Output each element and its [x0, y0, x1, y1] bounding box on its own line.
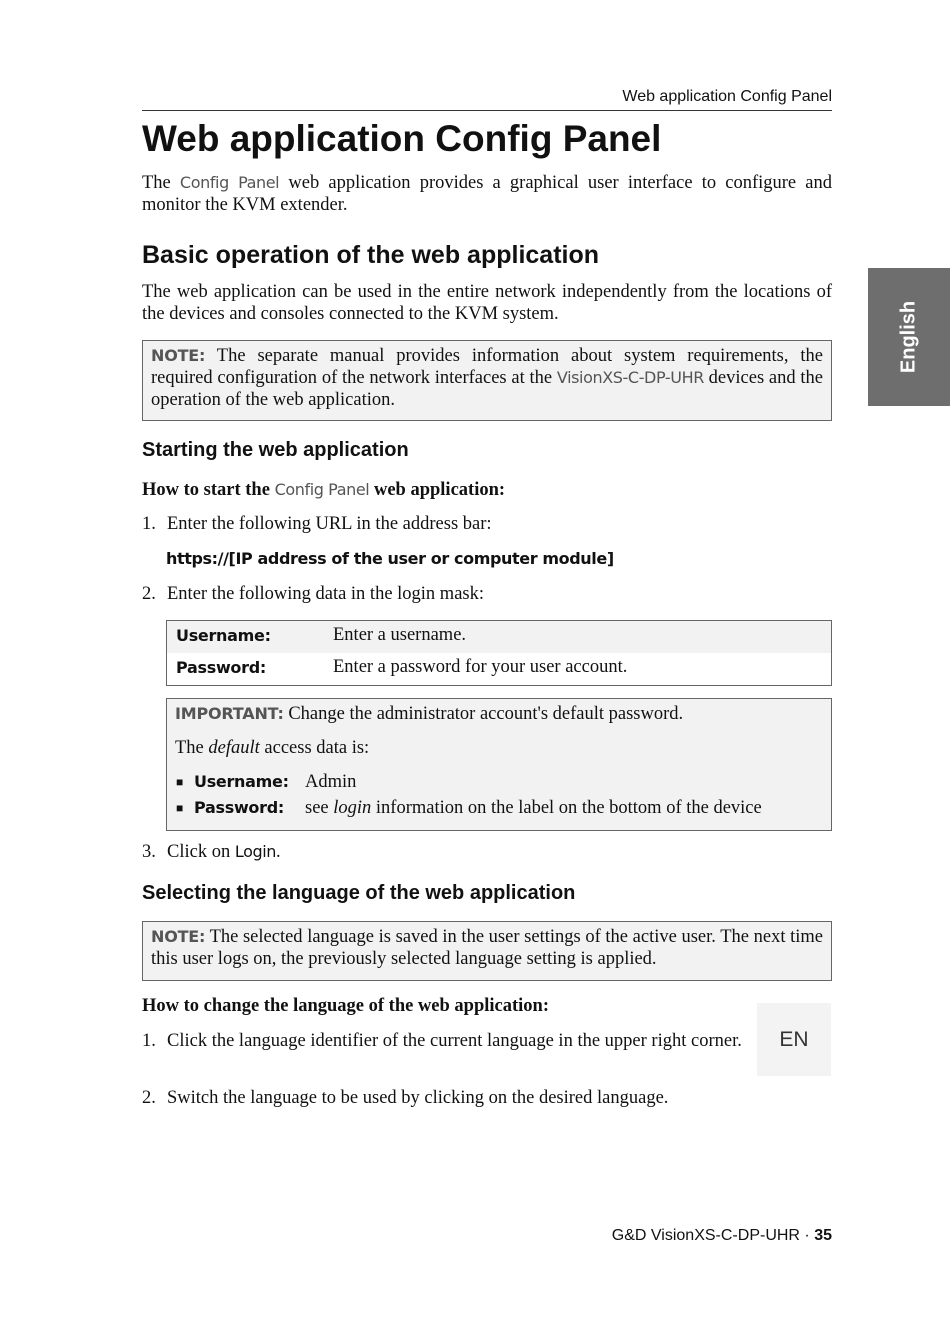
bullet-key: Password: — [194, 798, 284, 817]
login-url: https://[IP address of the user or computer module] — [166, 549, 614, 568]
device-term: VisionXS-C-DP-UHR — [556, 368, 704, 387]
section-heading-start: Starting the web application — [142, 439, 409, 461]
intro-paragraph: The Config Panel web application provides a graphical user interface to configure and monitor the KVM extender. — [142, 173, 832, 215]
note-label: NOTE: — [151, 927, 206, 946]
table-row — [167, 653, 831, 685]
table-row — [167, 621, 831, 653]
note-label: NOTE: — [151, 346, 206, 365]
footer-product: G&D VisionXS-C-DP-UHR · — [611, 1227, 815, 1244]
page-footer — [500, 1227, 832, 1245]
table-key: Password: — [176, 658, 266, 677]
step-number: 2. — [142, 1088, 156, 1108]
login-data-table — [166, 620, 832, 686]
note-box-basic — [142, 340, 832, 421]
important-box — [166, 698, 832, 831]
basic-paragraph: The web application can be used in the entire network independently from the locations of the devices and consoles connected to the KVM system. — [142, 282, 832, 324]
howto-language: How to change the language of the web application: — [142, 996, 549, 1016]
step-number: 1. — [142, 514, 156, 534]
section-heading-basic: Basic operation of the web application — [142, 241, 600, 269]
default-access-text: The default access data is: — [175, 738, 370, 758]
table-value: Enter a username. — [333, 625, 467, 645]
language-side-tab — [868, 268, 950, 406]
section-heading-language: Selecting the language of the web application — [142, 882, 576, 904]
step-text: Click the language identifier of the current language in the upper right corner. — [167, 1031, 742, 1051]
side-tab-label: English — [897, 300, 920, 374]
bullet-icon: ■ — [176, 801, 184, 815]
table-value: Enter a password for your user account. — [333, 657, 628, 677]
important-label: IMPORTANT: — [175, 704, 284, 723]
bullet-value: Admin — [305, 772, 357, 792]
config-panel-term: Config Panel — [274, 480, 370, 499]
page-number: 35 — [814, 1227, 832, 1244]
step-text: Switch the language to be used by clicking on the desired language. — [167, 1088, 669, 1108]
step-text: Enter the following URL in the address bar: — [167, 514, 492, 534]
running-head: Web application Config Panel — [142, 86, 832, 111]
step-number: 3. — [142, 842, 156, 862]
note-text: NOTE: The selected language is saved in the user settings of the active user. The next time this user logs on, the previously selected language setting is applied. — [151, 927, 823, 969]
note-text: NOTE: The separate manual provides information about system requirements, the required configuration of the network interfaces at the VisionXS-C-DP-UHR devices and the operation of the web application. — [151, 346, 823, 410]
table-key: Username: — [176, 626, 271, 645]
bullet-icon: ■ — [176, 775, 184, 789]
language-identifier-badge: EN — [757, 1003, 831, 1076]
howto-start: How to start the Config Panel web application: — [142, 480, 506, 500]
note-box-language — [142, 921, 832, 981]
step-number: 2. — [142, 584, 156, 604]
bullet-key: Username: — [194, 772, 289, 791]
login-term: Login — [234, 842, 277, 861]
config-panel-term: Config Panel — [179, 173, 280, 192]
bullet-value: see login information on the label on the bottom of the device — [305, 798, 762, 818]
step-number: 1. — [142, 1031, 156, 1051]
page-title: Web application Config Panel — [142, 118, 662, 159]
step-text: Enter the following data in the login mask: — [167, 584, 485, 604]
step-text: Click on Login. — [167, 842, 281, 862]
important-text: IMPORTANT: Change the administrator account's default password. — [175, 704, 684, 724]
